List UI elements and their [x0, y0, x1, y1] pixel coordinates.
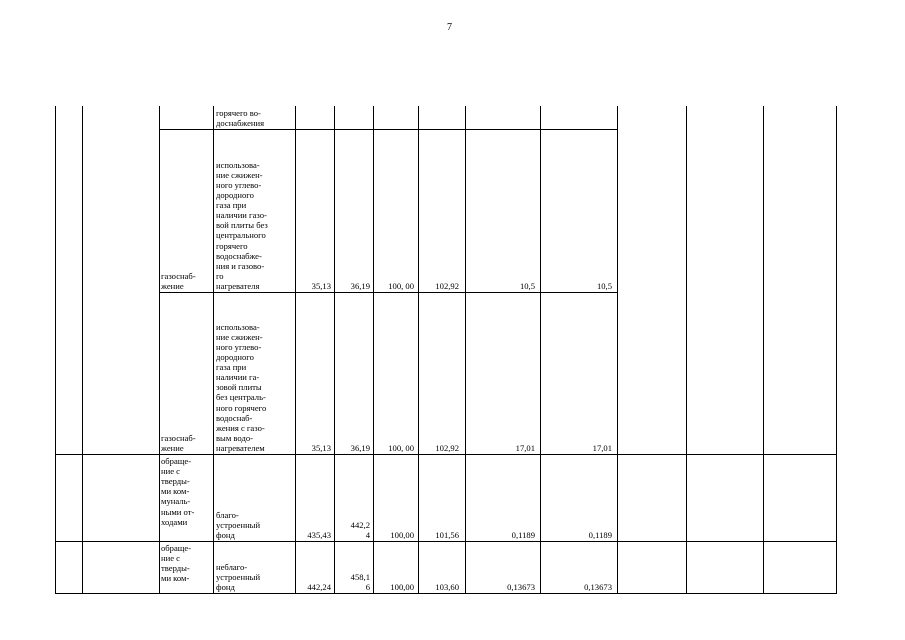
category-text: водоснаб- — [216, 412, 253, 423]
value-cell: 103,60 — [435, 581, 459, 592]
value-cell: 100, 00 — [388, 442, 414, 453]
category-text: благо- — [216, 509, 239, 520]
category-text: горячего во- — [216, 107, 261, 118]
service-text: ние с — [161, 466, 180, 477]
value-cell: 442,2 — [350, 519, 370, 530]
service-text: ми ком- — [161, 573, 190, 584]
grid-vline — [295, 106, 296, 593]
service-text: тверды- — [161, 563, 190, 574]
grid-vline — [540, 106, 541, 593]
value-cell: 35,13 — [311, 442, 331, 453]
value-cell: 102,92 — [435, 280, 459, 291]
category-text: неблаго- — [216, 561, 248, 572]
category-text: устроенный — [216, 571, 261, 582]
value-cell: 0,13673 — [507, 581, 535, 592]
category-text: доснабжения — [216, 117, 265, 128]
category-text: горячего — [216, 240, 248, 251]
category-text: вым водо- — [216, 432, 253, 443]
value-cell: 0,1189 — [588, 529, 612, 540]
category-text: ния и газово- — [216, 260, 265, 271]
service-text: газоснаб- — [161, 270, 196, 281]
category-text: газа при — [216, 362, 247, 373]
service-text: муналь- — [161, 496, 191, 507]
category-text: ние сжижен- — [216, 169, 263, 180]
service-text: жение — [161, 442, 184, 453]
category-text: нагревателем — [216, 442, 265, 453]
category-text: газа при — [216, 200, 247, 211]
grid-hline — [55, 593, 837, 594]
grid-vline — [82, 106, 83, 593]
grid-vline — [55, 106, 56, 593]
category-text: дородного — [216, 352, 254, 362]
value-cell: 17,01 — [592, 442, 612, 453]
grid-hline — [55, 454, 837, 455]
value-cell: 17,01 — [515, 442, 535, 453]
service-text: ми ком- — [161, 486, 190, 497]
value-cell: 102,92 — [435, 442, 459, 453]
category-text: го — [216, 270, 224, 281]
value-cell: 35,13 — [311, 280, 331, 291]
category-text: использова- — [216, 321, 260, 332]
category-text: центрального — [216, 230, 266, 241]
value-cell: 101,56 — [435, 529, 459, 540]
grid-vline — [418, 106, 419, 593]
category-text: ного углево- — [216, 179, 262, 190]
grid-vline — [836, 106, 837, 593]
service-text: ние с — [161, 553, 180, 564]
service-text: ными от- — [161, 506, 195, 517]
category-text: нагревателя — [216, 280, 260, 291]
service-text: газоснаб- — [161, 432, 196, 443]
service-text: обраще- — [161, 543, 192, 553]
grid-vline — [465, 106, 466, 593]
grid-vline — [373, 106, 374, 593]
service-text: жение — [161, 280, 184, 291]
value-cell: 6 — [365, 581, 370, 592]
category-text: ного углево- — [216, 341, 262, 352]
category-text: водоснабже- — [216, 250, 262, 261]
value-cell: 442,24 — [307, 581, 331, 592]
value-cell: 0,1189 — [511, 529, 535, 540]
grid-vline — [763, 106, 764, 593]
value-cell: 100, 00 — [388, 280, 414, 291]
grid-vline — [617, 106, 618, 593]
category-text: вой плиты без — [216, 220, 268, 231]
service-text: обраще- — [161, 456, 192, 466]
value-cell: 100,00 — [390, 529, 414, 540]
category-text: фонд — [216, 581, 235, 592]
grid-vline — [213, 106, 214, 593]
category-text: использова- — [216, 159, 260, 170]
category-text: наличии га- — [216, 372, 260, 383]
category-text: наличии газо- — [216, 210, 267, 221]
category-text: устроенный — [216, 519, 261, 530]
value-cell: 4 — [365, 529, 370, 540]
grid-hline — [159, 129, 618, 130]
grid-hline — [159, 292, 618, 293]
value-cell: 0,13673 — [584, 581, 612, 592]
grid-vline — [686, 106, 687, 593]
category-text: ние сжижен- — [216, 331, 263, 342]
value-cell: 435,43 — [307, 529, 331, 540]
value-cell: 36,19 — [350, 442, 370, 453]
value-cell: 100,00 — [390, 581, 414, 592]
service-text: тверды- — [161, 476, 190, 487]
value-cell: 10,5 — [596, 280, 612, 291]
value-cell: 458,1 — [350, 571, 370, 582]
category-text: без централь- — [216, 392, 266, 403]
category-text: жения с газо- — [216, 422, 265, 433]
category-text: дородного — [216, 190, 254, 200]
category-text: фонд — [216, 529, 235, 540]
service-text: ходами — [161, 516, 188, 527]
category-text: зовой плиты — [216, 382, 262, 393]
category-text: ного горячего — [216, 402, 267, 413]
grid-vline — [334, 106, 335, 593]
grid-vline — [159, 106, 160, 593]
value-cell: 36,19 — [350, 280, 370, 291]
page-number: 7 — [447, 22, 452, 33]
value-cell: 10,5 — [519, 280, 535, 291]
grid-hline — [55, 541, 837, 542]
